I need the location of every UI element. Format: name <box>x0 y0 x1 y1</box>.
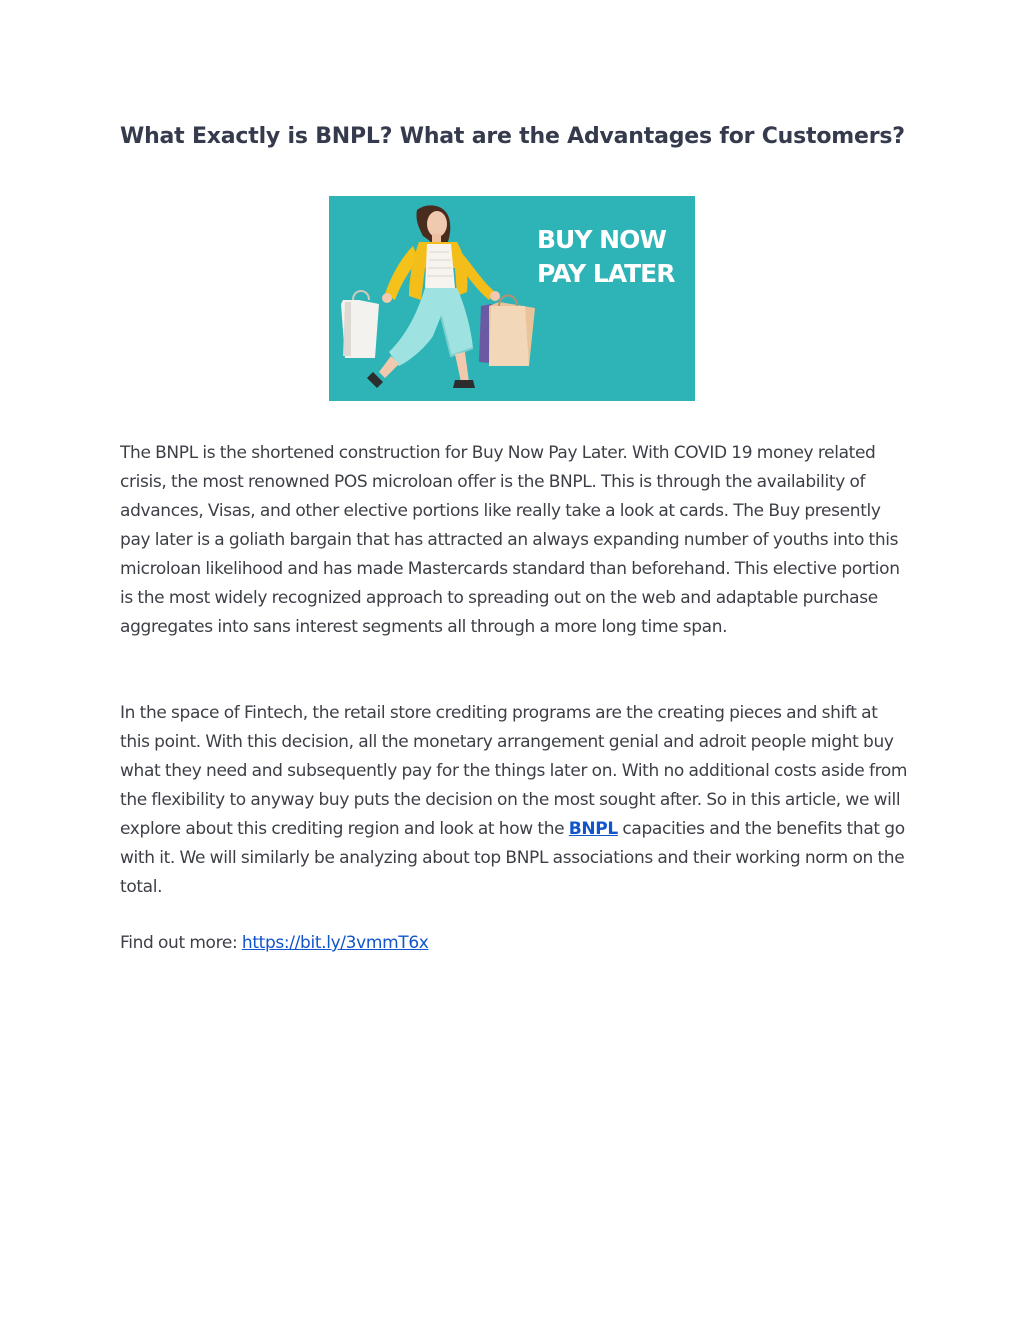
find-out-more-link[interactable]: https://bit.ly/3vmmT6x <box>241 933 429 953</box>
bnpl-banner-image <box>329 196 695 401</box>
find-out-more-line <box>120 929 910 958</box>
paragraph-fintech-text-end: capacities and the benefits that go with it. We will similarly be analyzing about top BNPL associations and their working norm on the total. <box>120 819 905 897</box>
paragraph-fintech <box>120 699 910 902</box>
banner-headline <box>537 223 687 291</box>
paragraph-intro: The BNPL is the shortened construction for Buy Now Pay Later. With COVID 19 money related crisis, the most renowned POS microloan offer is the BNPL. This is through the availability of advances, Visas, and other elective portions like really take a look at cards. The Buy presently pay later is a goliath bargain that has attracted an always expanding number of youths into this microloan likelihood and has made Mastercards standard than beforehand. This elective portion is the most widely recognized approach to spreading out on the web and adaptable purchase aggregates into sans interest segments all through a more long time span. <box>120 443 900 637</box>
paragraph-fintech-text: In the space of Fintech, the retail store crediting programs are the creating pieces and shift at this point. With this decision, all the monetary arrangement genial and adroit people might buy what they need and subsequently pay for the things later on. With no additional costs aside from the flexibility to anyway buy puts the decision on the most sought after. So in this article, we will explore about this crediting region and look at how the <box>120 703 908 839</box>
find-out-more-label: Find out more: <box>120 933 242 953</box>
banner-line-buy-now: BUY NOW <box>537 225 666 254</box>
bnpl-link[interactable]: BNPL <box>568 819 618 839</box>
banner-line-pay-later: PAY LATER <box>537 259 675 288</box>
article-title: What Exactly is BNPL? What are the Advantages for Customers? <box>120 124 905 149</box>
